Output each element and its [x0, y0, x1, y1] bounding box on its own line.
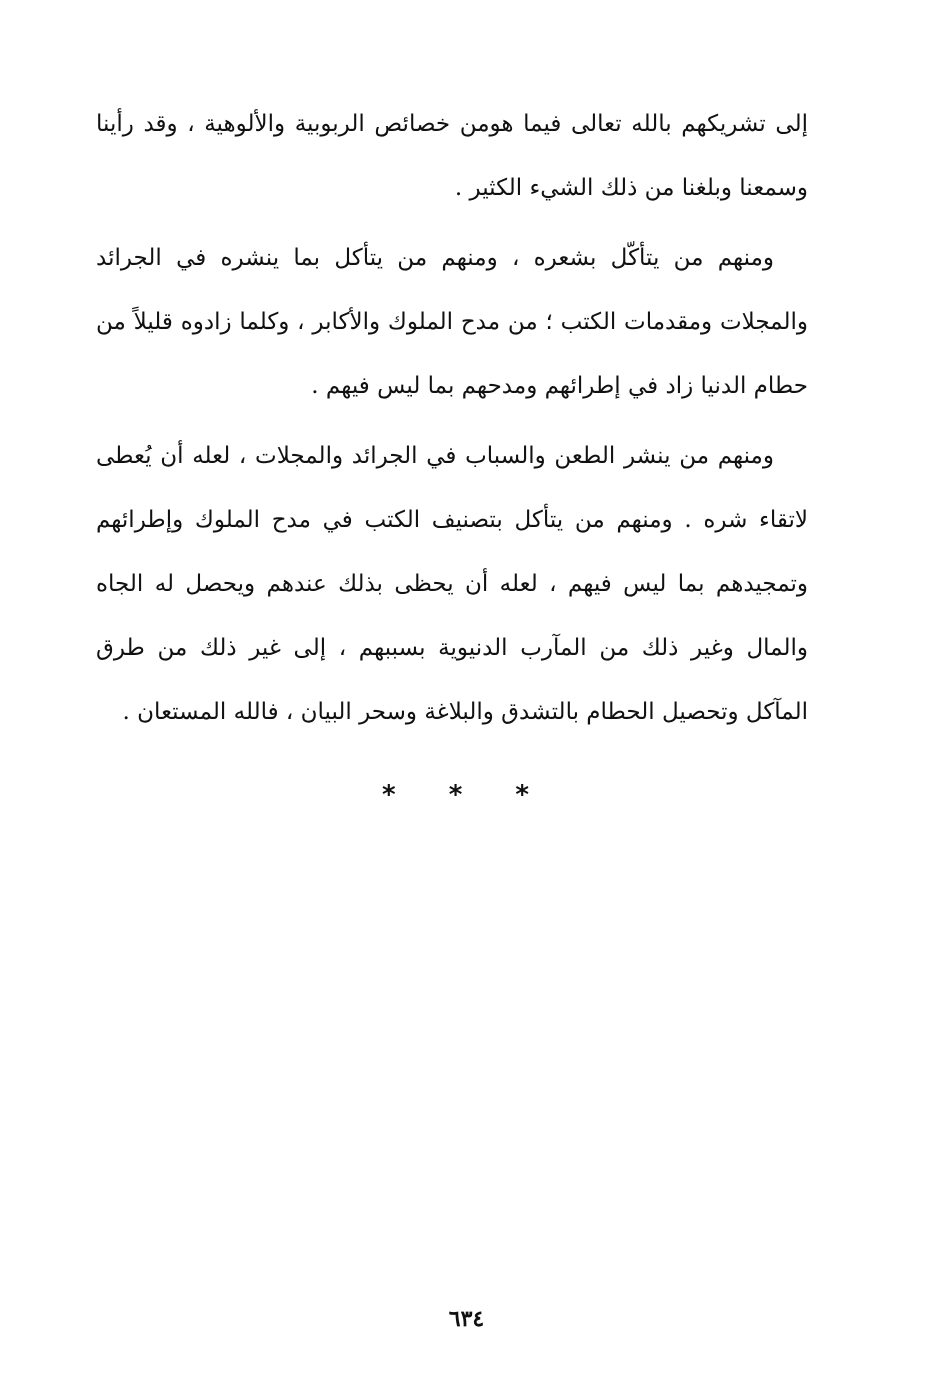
paragraph-2: ومنهم من يتأكّل بشعره ، ومنهم من يتأكل بما ينشره في الجرائد والمجلات ومقدمات الكتب ؛ من مدح الملوك والأكابر ، وكلما زادوه قليلاً من حطام الدنيا زاد في إطرائهم ومدحهم بما ليس فيهم . [96, 245, 808, 399]
page-number: ٦٣٤ [448, 1306, 485, 1332]
paragraph-3: ومنهم من ينشر الطعن والسباب في الجرائد والمجلات ، لعله أن يُعطى لاتقاء شره . ومنهم من يتأكل بتصنيف الكتب في مدح الملوك وإطرائهم وتمجيدهم بما ليس فيهم ، لعله أن يحظى بذلك عندهم ويحصل له الجاه والمال وغير ذلك من المآرب الدنيوية بسببهم ، إلى غير ذلك من طرق المآكل وتحصيل الحطام بالتشدق والبلاغة وسحر البيان ، فالله المستعان . [96, 443, 808, 725]
paragraph-1: إلى تشريكهم بالله تعالى فيما هومن خصائص الربوبية والألوهية ، وقد رأينا وسمعنا وبلغنا من ذلك الشيء الكثير . [96, 111, 808, 201]
section-separator: * * * [382, 780, 551, 810]
body-text [96, 92, 808, 744]
